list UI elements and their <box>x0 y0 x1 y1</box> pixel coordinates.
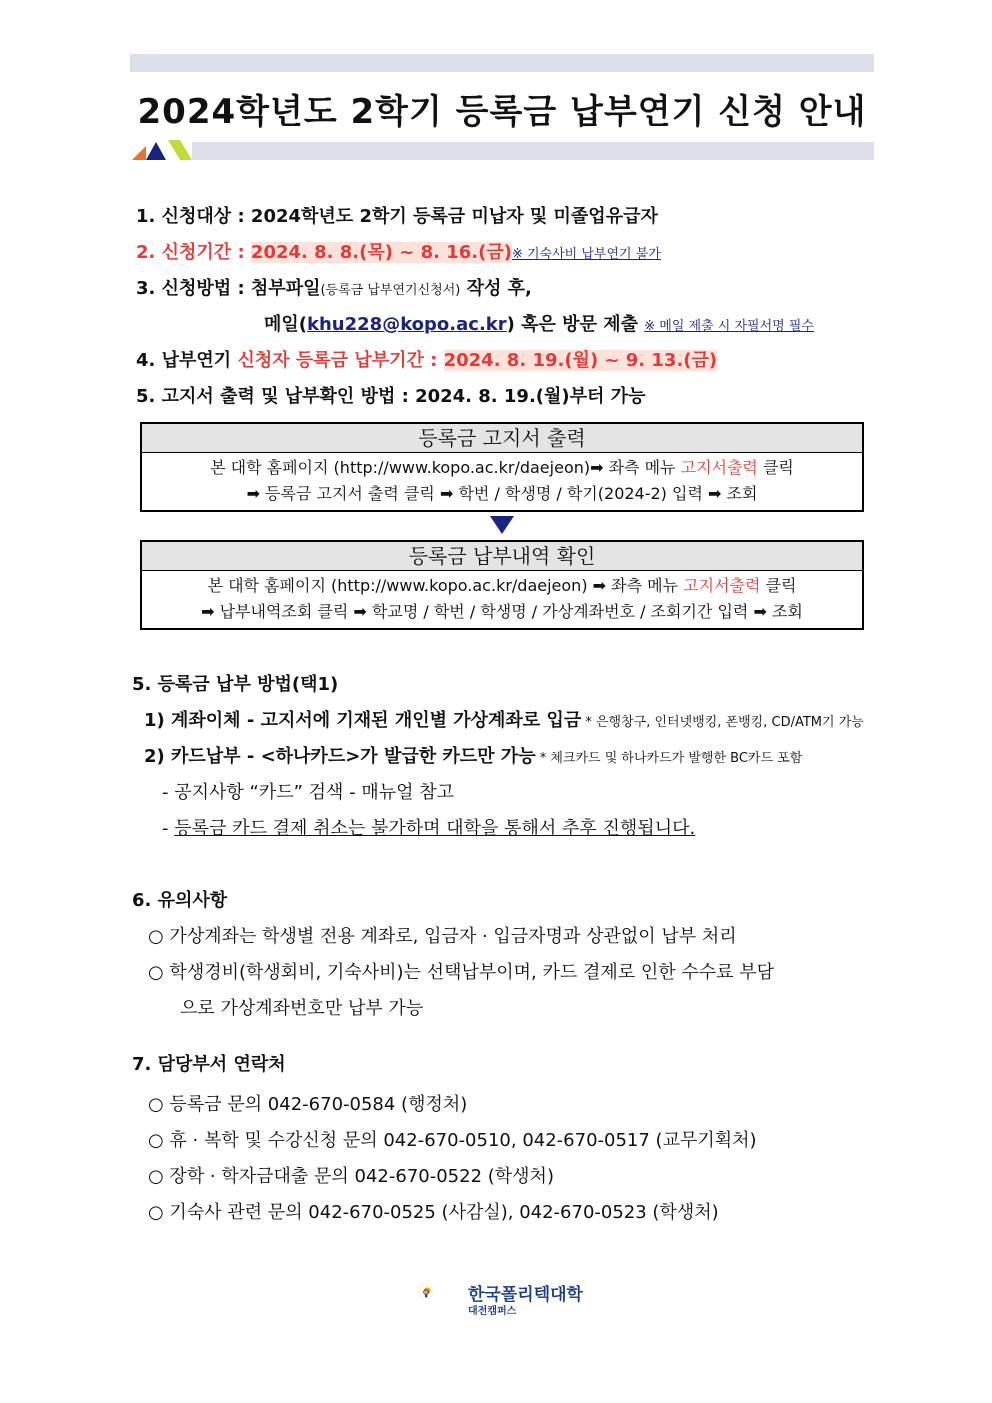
payment-method-card: 2) 카드납부 - <하나카드>가 발급한 카드만 가능 * 체크카드 및 하나카드가 발행한 BC카드 포함 <box>144 746 803 767</box>
payment-method-transfer: 1) 계좌이체 - 고지서에 기재된 개인별 가상계좌로 입금 * 은행창구, 인터넷뱅킹, 폰뱅킹, CD/ATM기 가능 <box>144 710 864 731</box>
item-method-mail: 메일(khu228@kopo.ac.kr) 혹은 방문 제출 ※ 메일 제출 시 자필서명 필수 <box>264 314 814 335</box>
campus-name: 대전캠퍼스 <box>468 1306 517 1317</box>
item-invoice: 5. 고지서 출력 및 납부확인 방법 : 2024. 8. 19.(월)부터 가능 <box>136 386 646 407</box>
payment-detail-manual: - 공지사항 “카드” 검색 - 매뉴얼 참고 <box>162 782 455 803</box>
title-band-bottom <box>192 142 874 160</box>
caution-item-2: ○ 학생경비(학생회비, 기숙사비)는 선택납부이며, 카드 결제로 인한 수수료 부담 <box>148 962 774 983</box>
down-arrow-icon <box>490 516 514 534</box>
caution-item-2-cont: 으로 가상계좌번호만 납부 가능 <box>180 998 424 1019</box>
payment-history-box <box>140 540 864 630</box>
title-band-top <box>130 54 874 72</box>
contact-scholarship: ○ 장학 · 학자금대출 문의 042-670-0522 (학생처) <box>148 1166 554 1187</box>
invoice-print-box <box>140 422 864 512</box>
contact-tuition: ○ 등록금 문의 042-670-0584 (행정처) <box>148 1094 468 1115</box>
invoice-print-header: 등록금 고지서 출력 <box>142 424 862 453</box>
dorm-note: ※ 기숙사비 납부연기 불가 <box>511 247 661 262</box>
contact-dormitory: ○ 기숙사 관련 문의 042-670-0525 (사감실), 042-670-0523 (학생처) <box>148 1202 719 1223</box>
item-method: 3. 신청방법 : 첨부파일(등록금 납부연기신청서) 작성 후, <box>136 278 532 299</box>
email-link[interactable]: khu228@kopo.ac.kr <box>307 314 507 335</box>
item-target: 1. 신청대상 : 2024학년도 2학기 등록금 미납자 및 미졸업유급자 <box>136 206 658 227</box>
payment-history-header: 등록금 납부내역 확인 <box>142 542 862 571</box>
payment-heading: 5. 등록금 납부 방법(택1) <box>132 674 339 695</box>
page-title: 2024학년도 2학기 등록금 납부연기 신청 안내 <box>137 92 867 132</box>
item-period: 2. 신청기간 : 2024. 8. 8.(목) ~ 8. 16.(금)※ 기숙사비 납부연기 불가 <box>136 242 661 263</box>
title-decoration <box>132 140 194 160</box>
payment-history-steps: 본 대학 홈페이지 (http://www.kopo.ac.kr/daejeon) ➡ 좌측 메뉴 고지서출력 클릭 ➡ 납부내역조회 클릭 ➡ 학교명 / 학번 / 학생명 / 가상계좌번호 / 조회기간 입력 ➡ 조회 <box>201 576 803 621</box>
contact-academic: ○ 휴 · 복학 및 수강신청 문의 042-670-0510, 042-670-0517 (교무기획처) <box>148 1130 757 1151</box>
caution-item-1: ○ 가상계좌는 학생별 전용 계좌로, 입금자 · 입금자명과 상관없이 납부 처리 <box>148 926 737 947</box>
item-deferral: 4. 납부연기 신청자 등록금 납부기간 : 2024. 8. 19.(월) ~ 9. 13.(금) <box>136 350 718 371</box>
college-logo-icon <box>416 1262 476 1322</box>
invoice-print-steps: 본 대학 홈페이지 (http://www.kopo.ac.kr/daejeon)➡ 좌측 메뉴 고지서출력 클릭 ➡ 등록금 고지서 출력 클릭 ➡ 학번 / 학생명 / 학기(2024-2) 입력 ➡ 조회 <box>210 458 794 503</box>
caution-heading: 6. 유의사항 <box>132 890 228 911</box>
contact-heading: 7. 담당부서 연락처 <box>132 1054 286 1075</box>
payment-detail-cancel: - 등록금 카드 결제 취소는 불가하며 대학을 통해서 추후 진행됩니다. <box>162 818 696 839</box>
college-name: 한국폴리텍대학 <box>468 1285 583 1305</box>
